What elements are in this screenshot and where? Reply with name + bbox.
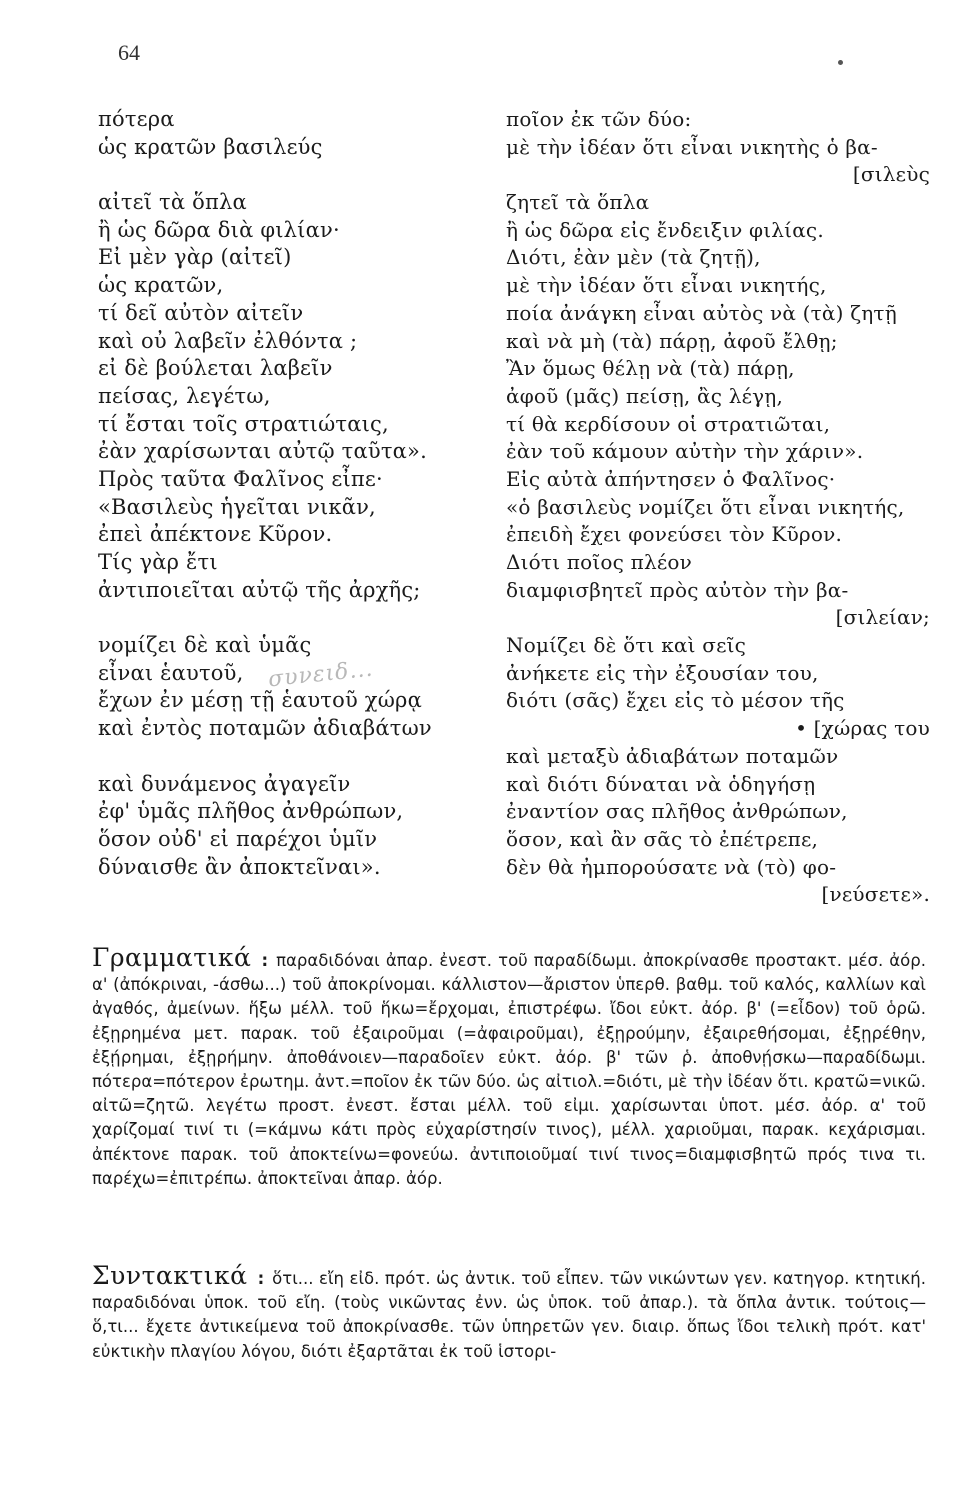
- translation-line: δὲν θὰ ἠμπορούσατε νὰ (τὸ) φο-: [506, 854, 837, 879]
- text-line: ἀντιποιεῖται αὐτῷ τῆς ἀρχῆς;: [98, 577, 421, 602]
- grammar-text: παραδιδόναι ἀπαρ. ἐνεστ. τοῦ παραδίδωμι. ἀποκρίνασθε προστακτ. μέσ. ἀόρ. α' (ἀπόκριναι, -άσθω...) τοῦ ἀποκρίνομαι. κάλλιστον—ἄριστον ὑπερθ. βαθμ. τοῦ καλός, καλλίων καὶ ἀγαθός, ἀμείνων. ἥξω μέλλ. τοῦ ἥκω=ἔρχομαι, ἐπιστρέφω. ἴδοι εὐκτ. ἀόρ. β' (=εἶδον) τοῦ ὁρῶ. ἐξῃρημένα μετ. παρακ. τοῦ ἐξαιροῦμαι (=ἀφαιροῦμαι), ἐξῃρούμην, ἐξαιρεθήσομαι, ἐξῃρέθην, ἐξῄρημαι, ἐξῃρήμην. ἀποθάνοιεν—παραδοῖεν εὐκτ. ἀόρ. β' τῶν ῥ. ἀποθνῄσκω—παραδίδωμι. πότερα=πότερον ἐρωτημ. ἀντ.=ποῖον ἐκ τῶν δύο. ὡς αἰτιολ.=διότι, μὲ τὴν ἰδέαν ὅτι. κρατῶ=νικῶ. αἰτῶ=ζητῶ. λεγέτω προστ. ἐνεστ. ἔσται μέλλ. τοῦ εἰμι. χαρίσωνται ὑποτ. μέσ. ἀόρ. α' τοῦ χαρίζομαί τινί τι (=κάμνω κάτι πρὸς εὐχαρίστησίν τινος), μέλλ. χαριοῦμαι, παρακ. κεχάρισμαι. ἀπέκτονε παρακ. τοῦ ἀποκτείνω=φονεύω. ἀντιποιοῦμαί τινί τινος=διαμφισβητῶ πρός τινα τι. παρέχω=ἐπιτρέπω. ἀποκτεῖναι ἀπαρ. ἀόρ.: [92, 951, 926, 1188]
- text-line: εἶναι ἑαυτοῦ,: [98, 660, 244, 685]
- translation-line: • [χώρας του: [795, 716, 930, 741]
- translation-line: μὲ τὴν ἰδέαν ὅτι εἶναι νικητής,: [506, 273, 827, 298]
- syntax-separator: :: [257, 1269, 265, 1288]
- text-line: τί ἔσται τοῖς στρατιώταις,: [98, 411, 389, 436]
- translation-line: Διότι ποῖος πλέον: [506, 550, 692, 574]
- translation-line: ἀφοῦ (μᾶς) πείσῃ, ἂς λέγῃ,: [506, 383, 784, 408]
- handwritten-annotation: συνειδ...: [266, 656, 375, 693]
- text-line: καὶ οὐ λαβεῖν ἐλθόντα ;: [98, 328, 358, 353]
- text-line: ἔχων ἐν μέσῃ τῇ ἑαυτοῦ χώρᾳ: [98, 688, 422, 713]
- text-line: καὶ ἐντὸς ποταμῶν ἀδιαβάτων: [98, 716, 432, 741]
- text-line: ὅσον οὐδ' εἰ παρέχοι ὑμῖν: [98, 826, 378, 851]
- text-line: ἐπεὶ ἀπέκτονε Κῦρον.: [98, 522, 333, 547]
- translation-line: διότι (σᾶς) ἔχει εἰς τὸ μέσον τῆς: [506, 688, 845, 713]
- syntax-heading: Συντακτικά: [92, 1261, 248, 1290]
- translation-line: ὅσον, καὶ ἂν σᾶς τὸ ἐπέτρεπε,: [506, 826, 819, 851]
- modern-translation-column: [506, 106, 930, 909]
- text-line: «Βασιλεὺς ἡγεῖται νικᾶν,: [98, 494, 376, 519]
- translation-line: ἐναντίον σας πλῆθος ἀνθρώπων,: [506, 799, 848, 824]
- translation-line: ζητεῖ τὰ ὅπλα: [506, 190, 650, 215]
- text-line: καὶ δυνάμενος ἀγαγεῖν: [98, 771, 351, 796]
- text-line: [98, 604, 490, 632]
- text-line: εἰ δὲ βούλεται λαβεῖν: [98, 356, 333, 381]
- text-line: [98, 743, 490, 771]
- syntax-text: ὅτι... εἴη εἰδ. πρότ. ὡς ἀντικ. τοῦ εἶπεν. τῶν νικώντων γεν. κατηγορ. κτητική. παραδιδόναι ὑποκ. τοῦ εἴη. (τοὺς νικῶντας ἐνν. ὡς ὑποκ. τοῦ ἀπαρ.). τὰ ὅπλα ἀντικ. τούτοις—ὅ,τι... ἔχετε ἀντικείμενα τοῦ ἀποκρίνασθε. τῶν ὑπηρετῶν γεν. διαιρ. ὅπως ἴδοι τελικὴ πρότ. κατ' εὐκτικὴν πλαγίου λόγου, διότι ἐξαρτᾶται ἐκ τοῦ ἱστορι-: [92, 1269, 926, 1361]
- grammar-separator: :: [261, 951, 269, 970]
- text-line: πείσας, λεγέτω,: [98, 383, 271, 408]
- text-line: ἐὰν χαρίσωνται αὐτῷ ταῦτα».: [98, 439, 427, 464]
- translation-line: ἀνήκετε εἰς τὴν ἐξουσίαν του,: [506, 660, 819, 685]
- translation-line: Εἰς αὐτὰ ἀπήντησεν ὁ Φαλῖνος·: [506, 466, 836, 491]
- text-line: αἰτεῖ τὰ ὅπλα: [98, 190, 247, 215]
- text-line: ὡς κρατῶν,: [98, 273, 224, 298]
- translation-line: ἐπειδὴ ἔχει φονεύσει τὸν Κῦρον.: [506, 522, 843, 547]
- translation-line: ἢ ὡς δῶρα εἰς ἔνδειξιν φιλίας.: [506, 217, 824, 242]
- grammar-heading: Γραμματικά: [92, 943, 252, 972]
- translation-line: μὲ τὴν ἰδέαν ὅτι εἶναι νικητὴς ὁ βα-: [506, 134, 878, 159]
- translation-line: [σιλεὺς: [852, 162, 930, 187]
- text-line: Εἰ μὲν γὰρ (αἰτεῖ): [98, 245, 292, 270]
- text-line: πότερα: [98, 107, 175, 131]
- syntax-notes: [92, 1261, 926, 1364]
- translation-line: καὶ νὰ μὴ (τὰ) πάρῃ, ἀφοῦ ἔλθῃ;: [506, 328, 838, 353]
- text-line: Τίς γὰρ ἔτι: [98, 550, 218, 574]
- translation-line: ἐὰν τοῦ κάμουν αὐτὴν τὴν χάριν».: [506, 439, 864, 464]
- translation-line: Ἂν ὅμως θέλῃ νὰ (τὰ) πάρῃ,: [506, 356, 795, 381]
- text-line: ὡς κρατῶν βασιλεύς: [98, 134, 323, 159]
- translation-line: Διότι, ἐὰν μὲν (τὰ ζητῇ),: [506, 245, 761, 270]
- text-line: ἢ ὡς δῶρα διὰ φιλίαν·: [98, 217, 340, 242]
- translation-line: ποῖον ἐκ τῶν δύο:: [506, 107, 692, 131]
- ink-dot: [838, 60, 843, 65]
- translation-line: [νεύσετε».: [821, 882, 930, 907]
- text-line: ἐφ' ὑμᾶς πλῆθος ἀνθρώπων,: [98, 799, 404, 824]
- text-line: τί δεῖ αὐτὸν αἰτεῖν: [98, 300, 304, 325]
- text-line: Πρὸς ταῦτα Φαλῖνος εἶπε·: [98, 466, 383, 491]
- text-line: δύναισθε ἂν ἀποκτεῖναι».: [98, 854, 381, 879]
- translation-line: διαμφισβητεῖ πρὸς αὐτὸν τὴν βα-: [506, 577, 849, 602]
- translation-line: καὶ μεταξὺ ἀδιαβάτων ποταμῶν: [506, 743, 839, 768]
- translation-line: ποία ἀνάγκη εἶναι αὐτὸς νὰ (τὰ) ζητῇ: [506, 300, 897, 325]
- translation-line: Νομίζει δὲ ὅτι καὶ σεῖς: [506, 633, 747, 658]
- text-line: [98, 161, 490, 189]
- text-line: νομίζει δὲ καὶ ὑμᾶς: [98, 633, 312, 658]
- grammar-notes: [92, 943, 926, 1191]
- page-number: 64: [118, 40, 140, 65]
- translation-line: «ὁ βασιλεὺς νομίζει ὅτι εἶναι νικητής,: [506, 494, 905, 519]
- translation-line: τί θὰ κερδίσουν οἱ στρατιῶται,: [506, 411, 831, 436]
- translation-line: καὶ διότι δύναται νὰ ὁδηγήσῃ: [506, 771, 816, 796]
- translation-line: [σιλείαν;: [835, 605, 930, 630]
- ancient-text-column: [98, 106, 490, 881]
